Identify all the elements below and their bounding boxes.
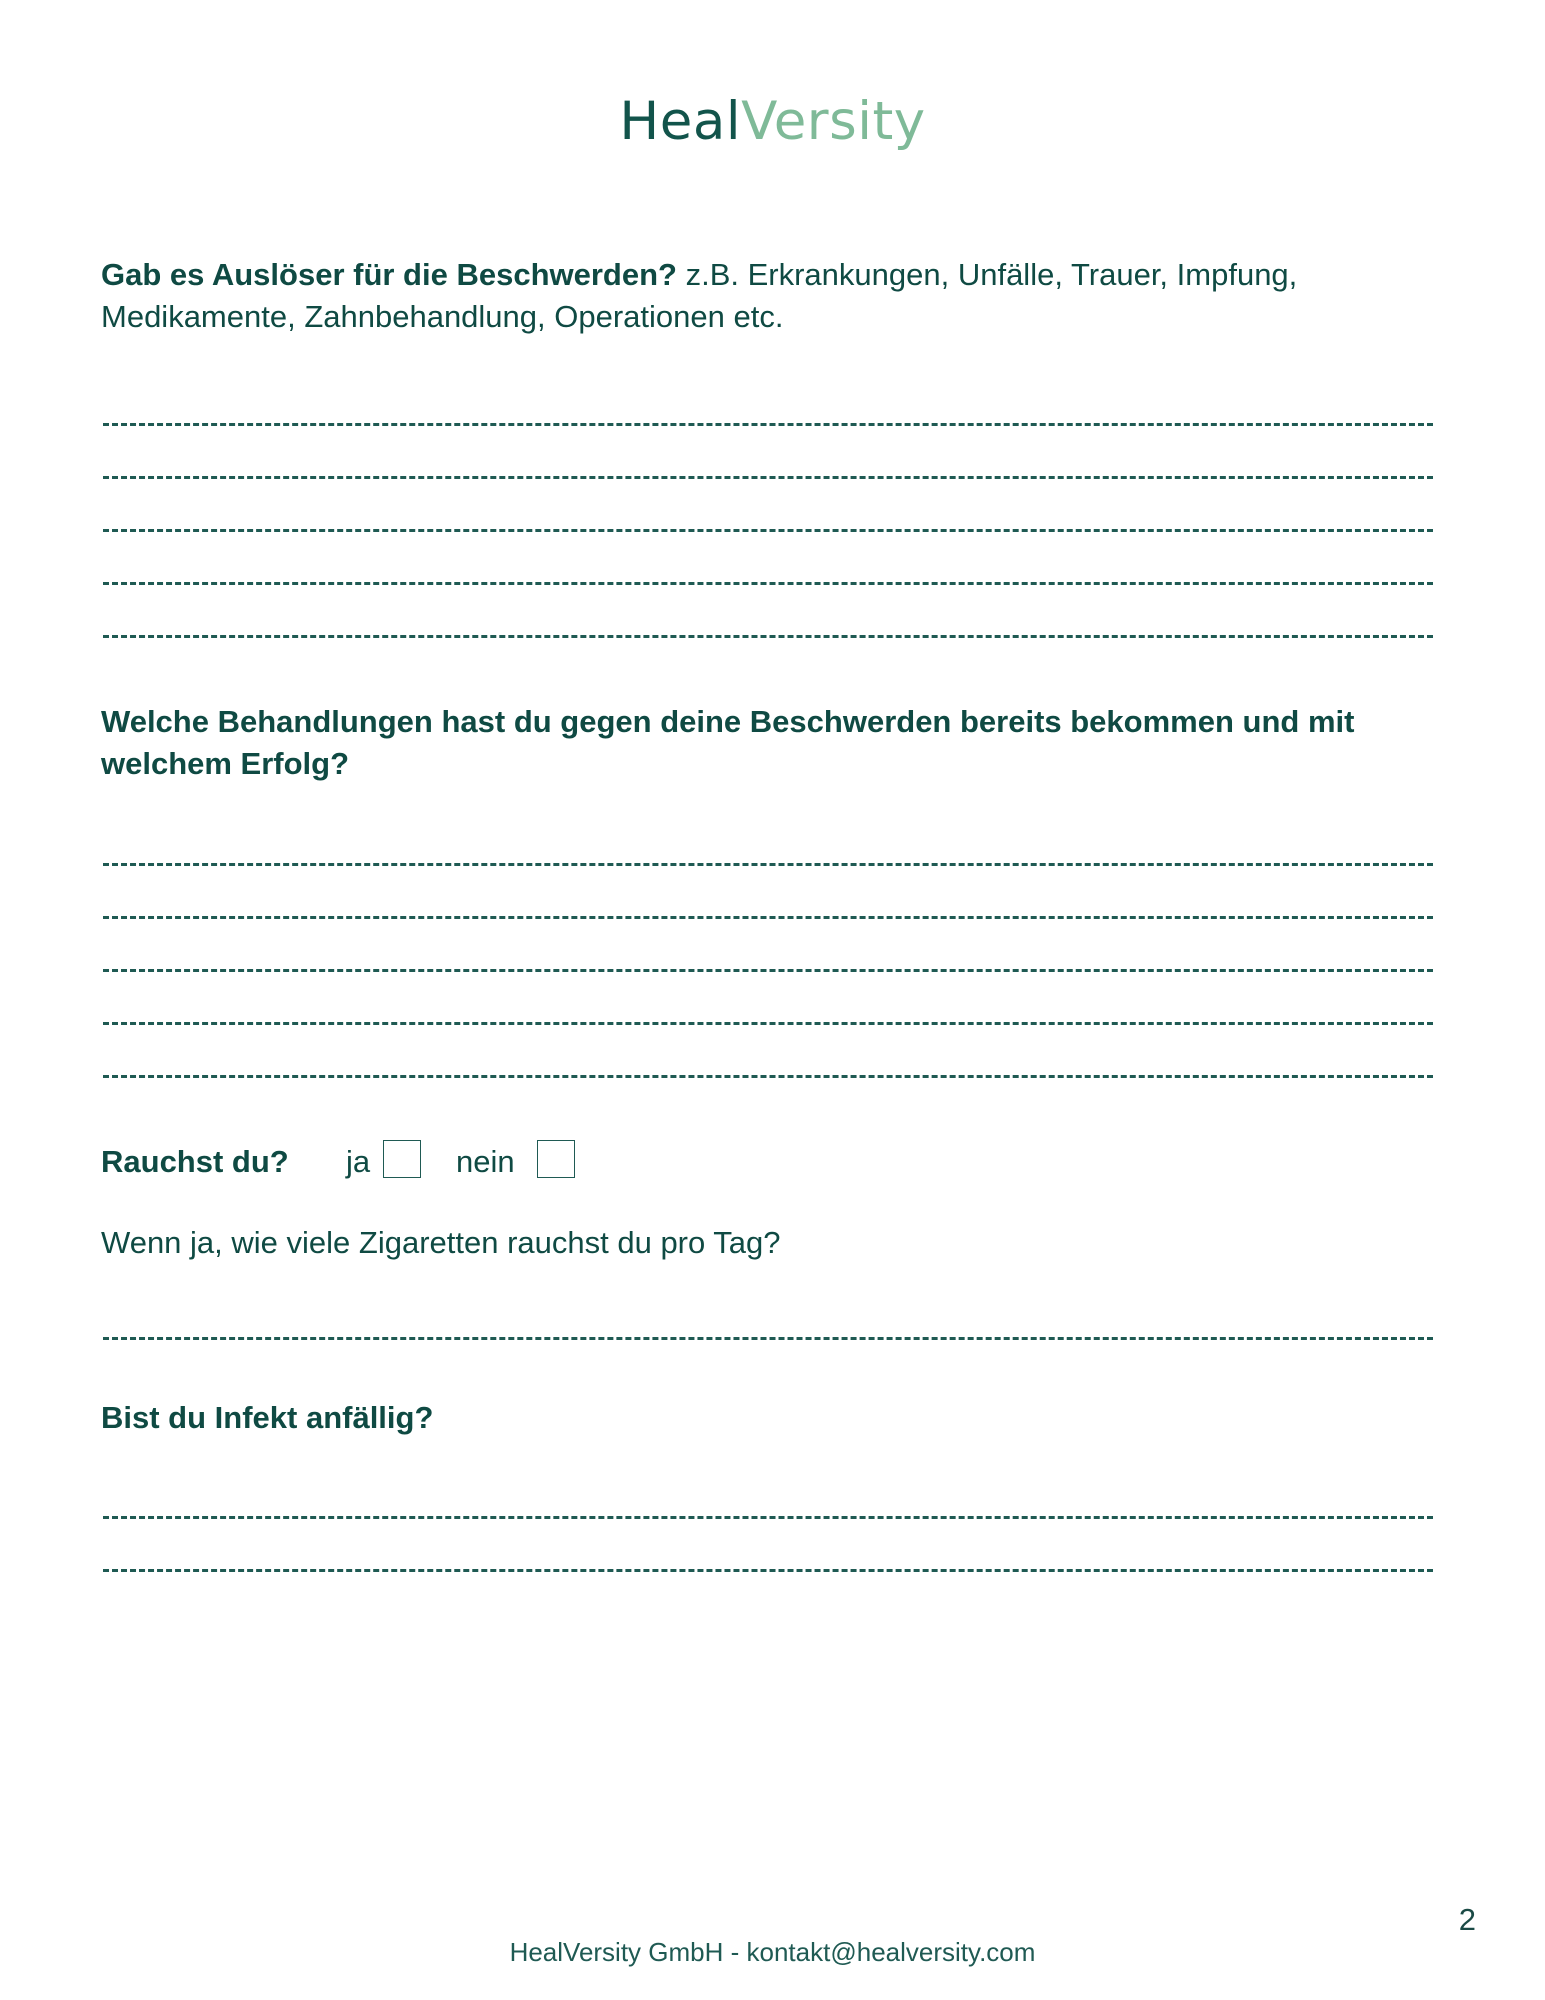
answer-line-treatments-3[interactable] [103,969,1433,972]
page-number: 2 [1458,1902,1476,1937]
answer-line-triggers-5[interactable] [103,635,1433,638]
checkbox-no[interactable] [537,1140,575,1178]
option-yes-label: ja [346,1144,371,1179]
question-infection-label: Bist du Infekt anfällig? [101,1400,434,1435]
option-no-label: nein [456,1144,515,1179]
answer-line-triggers-2[interactable] [103,476,1433,479]
question-triggers-label: Gab es Auslöser für die Beschwerden? [101,257,677,292]
answer-line-triggers-3[interactable] [103,529,1433,532]
answer-line-treatments-2[interactable] [103,916,1433,919]
question-treatments-label: Welche Behandlungen hast du gegen deine Beschwerden bereits bekommen und mit welchem Erfolg? [101,704,1355,781]
answer-line-treatments-5[interactable] [103,1075,1433,1078]
checkbox-yes[interactable] [383,1140,421,1178]
question-infection [101,1397,1441,1439]
brand-logo [0,86,1545,158]
answer-line-triggers-4[interactable] [103,582,1433,585]
logo-part-versity: Versity [741,91,926,152]
question-treatments [101,701,1441,785]
question-cigarettes-label: Wenn ja, wie viele Zigaretten rauchst du pro Tag? [101,1225,781,1260]
answer-line-infection-2[interactable] [103,1569,1433,1572]
answer-line-cigarettes-1[interactable] [103,1337,1433,1340]
answer-line-infection-1[interactable] [103,1516,1433,1519]
footer-contact: HealVersity GmbH - kontakt@healversity.com [509,1937,1036,1967]
answer-line-triggers-1[interactable] [103,423,1433,426]
question-smoking-label: Rauchst du? [101,1144,289,1179]
question-cigarettes [101,1222,1441,1264]
question-triggers [101,254,1441,338]
logo-part-heal: Heal [619,91,742,152]
question-triggers-hint: z.B. Erkrankungen, Unfälle, Trauer, Impfung, Medikamente, Zahnbehandlung, Operationen etc. [101,257,1298,334]
answer-line-treatments-1[interactable] [103,863,1433,866]
answer-line-treatments-4[interactable] [103,1022,1433,1025]
